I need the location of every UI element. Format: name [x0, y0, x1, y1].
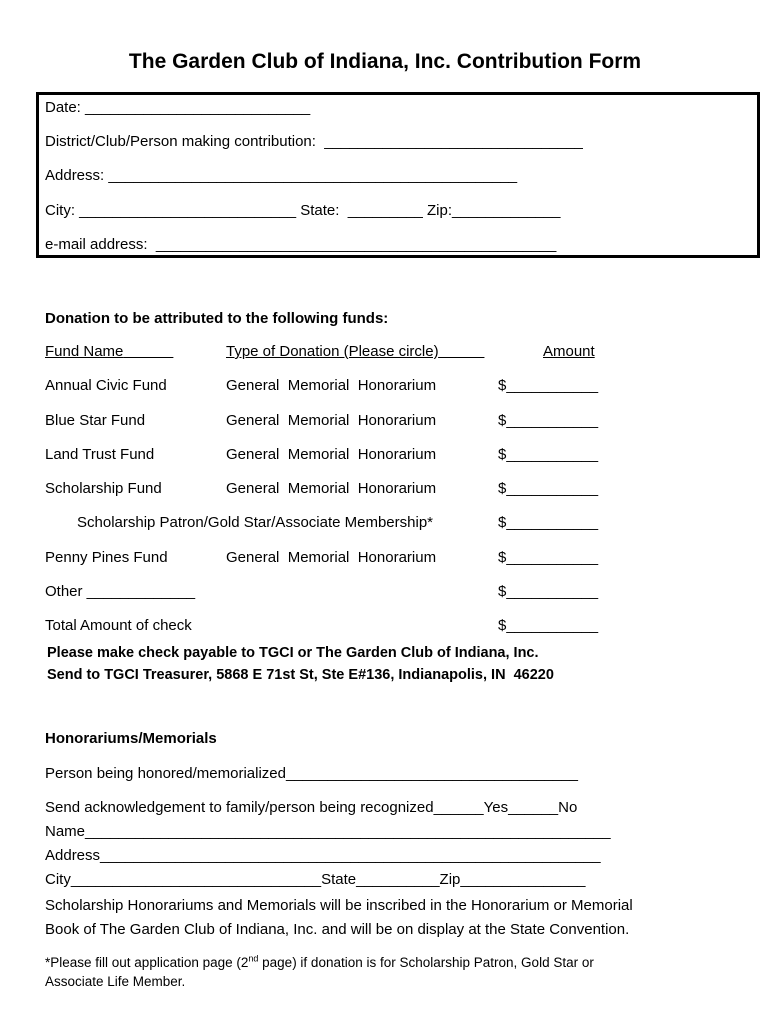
- donation-type-options[interactable]: General Memorial Honorarium: [226, 412, 437, 429]
- total-amount-field[interactable]: $___________: [498, 617, 599, 634]
- honoraria-heading: Honorariums/Memorials: [45, 730, 217, 747]
- send-to-address: Send to TGCI Treasurer, 5868 E 71st St, Ste E#136, Indianapolis, IN 46220: [47, 667, 554, 683]
- fund-name: Annual Civic Fund: [45, 377, 167, 394]
- amount-header: Amount: [543, 343, 595, 360]
- footnote-line2: Associate Life Member.: [45, 974, 186, 989]
- address-field[interactable]: Address: _________________________________________________: [45, 167, 518, 184]
- amount-field[interactable]: $___________: [498, 446, 599, 463]
- date-field[interactable]: Date: ___________________________: [45, 99, 311, 116]
- district-club-person-field[interactable]: District/Club/Person making contribution: _______________________________: [45, 133, 583, 150]
- donation-type-header: Type of Donation (Please circle): [226, 343, 439, 360]
- donation-heading: Donation to be attributed to the following funds:: [45, 310, 389, 327]
- scholarship-note-line2: Book of The Garden Club of Indiana, Inc. and will be on display at the State Convention.: [45, 921, 630, 938]
- fund-name: Blue Star Fund: [45, 412, 146, 429]
- page-title: The Garden Club of Indiana, Inc. Contribution Form: [128, 50, 642, 73]
- donation-type-options[interactable]: General Memorial Honorarium: [226, 446, 437, 463]
- person-honored-field[interactable]: Person being honored/memorialized___________________________________: [45, 765, 578, 782]
- ack-name-field[interactable]: Name_______________________________________________________________: [45, 823, 611, 840]
- amount-field[interactable]: $___________: [498, 549, 599, 566]
- fund-name: Scholarship Patron/Gold Star/Associate Membership*: [77, 514, 434, 531]
- amount-field[interactable]: $___________: [498, 377, 599, 394]
- payable-note: Please make check payable to TGCI or The Garden Club of Indiana, Inc.: [47, 645, 539, 661]
- donation-type-options[interactable]: General Memorial Honorarium: [226, 480, 437, 497]
- scholarship-note-line1: Scholarship Honorariums and Memorials will be inscribed in the Honorarium or Memorial: [45, 897, 633, 914]
- ack-address-field[interactable]: Address____________________________________________________________: [45, 847, 601, 864]
- other-fund-field[interactable]: Other _____________: [45, 583, 196, 600]
- donation-type-options[interactable]: General Memorial Honorarium: [226, 549, 437, 566]
- acknowledgement-yes-no-field[interactable]: Send acknowledgement to family/person being recognized______Yes______No: [45, 799, 578, 816]
- email-field[interactable]: e-mail address: ________________________________________________: [45, 236, 557, 253]
- fund-name: Land Trust Fund: [45, 446, 155, 463]
- city-state-zip-field[interactable]: City: __________________________ State: _________ Zip:_____________: [45, 202, 561, 219]
- fund-name-header: Fund Name: [45, 343, 124, 360]
- amount-field[interactable]: $___________: [498, 583, 599, 600]
- amount-field[interactable]: $___________: [498, 412, 599, 429]
- amount-field[interactable]: $___________: [498, 480, 599, 497]
- donation-type-options[interactable]: General Memorial Honorarium: [226, 377, 437, 394]
- footnote-line1: *Please fill out application page (2nd page) if donation is for Scholarship Patron, Gold Star or: [45, 953, 594, 970]
- fund-name: Scholarship Fund: [45, 480, 162, 497]
- fund-name: Penny Pines Fund: [45, 549, 168, 566]
- amount-field[interactable]: $___________: [498, 514, 599, 531]
- total-label: Total Amount of check: [45, 617, 192, 634]
- ack-city-state-zip-field[interactable]: City______________________________State__________Zip_______________: [45, 871, 586, 888]
